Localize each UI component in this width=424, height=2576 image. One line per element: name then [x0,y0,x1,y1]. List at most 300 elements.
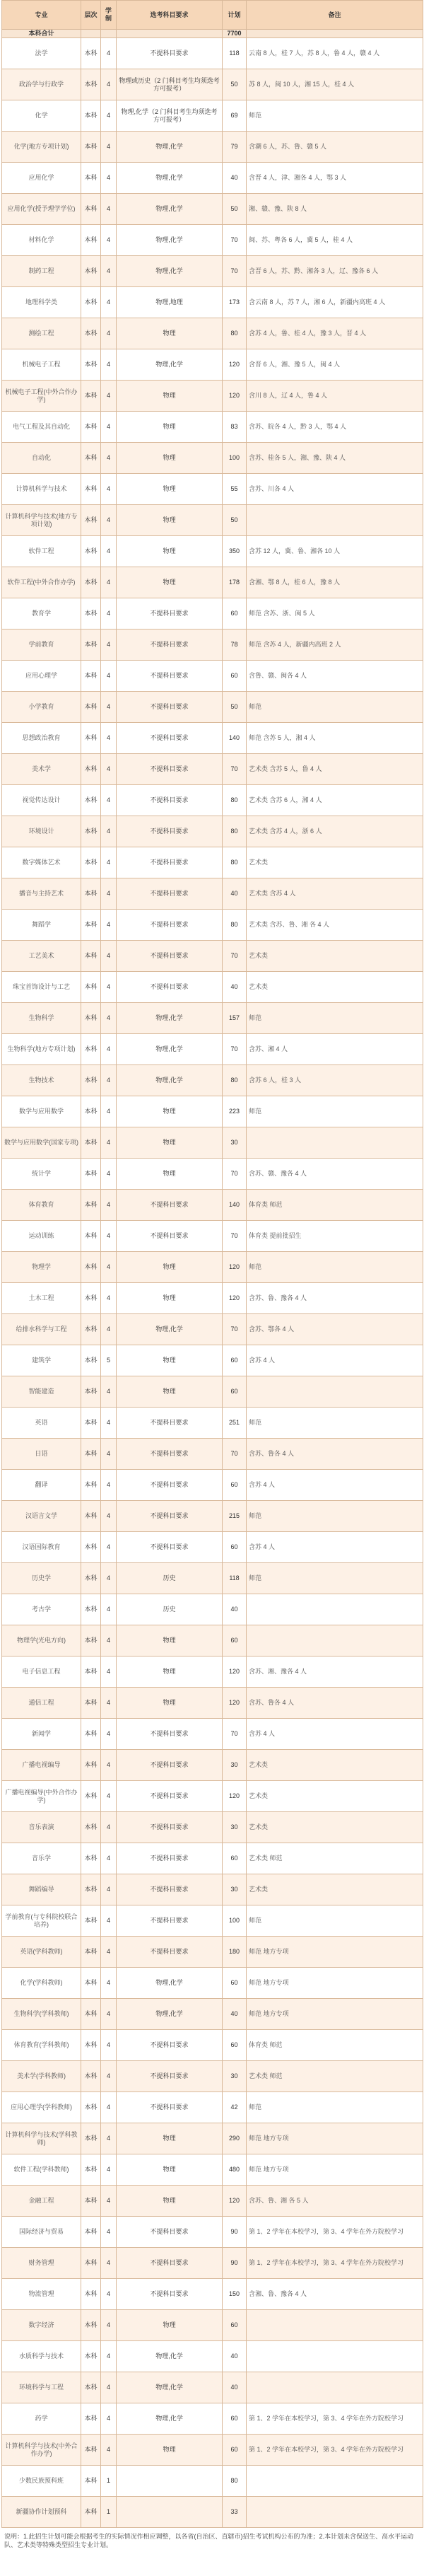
table-row [2,2154,423,2186]
cell-plan: 80 [223,847,247,878]
cell-plan: 100 [223,443,247,474]
cell-plan: 30 [223,1750,247,1781]
cell-note: 含苏 4 人 [247,1345,423,1376]
cell-major: 体育教育(学科教师) [2,2030,81,2061]
cell-level: 本科 [81,1501,101,1532]
header-major: 专业 [2,1,81,30]
cell-major: 金融工程 [2,2186,81,2217]
cell-level: 本科 [81,2341,101,2372]
cell-level: 本科 [81,2092,101,2123]
table-row [2,1127,423,1159]
cell-major: 珠宝首饰设计与工艺 [2,972,81,1003]
cell-requirement: 物理,化学（2 门科目考生均须选考方可报考） [117,100,223,132]
cell-major: 药学 [2,2403,81,2435]
header-plan: 计划 [223,1,247,30]
cell-years: 4 [101,474,117,505]
cell-plan: 55 [223,474,247,505]
cell-requirement: 物理 [117,381,223,412]
cell-level: 本科 [81,1812,101,1843]
cell-requirement: 不提科目要求 [117,1905,223,1937]
cell-major: 广播电视编导(中外合作办学) [2,1781,81,1812]
cell-major: 历史学 [2,1563,81,1594]
cell-plan: 90 [223,2248,247,2279]
cell-note: 艺术类 [247,1750,423,1781]
cell-requirement: 不提科目要求 [117,972,223,1003]
cell-plan: 350 [223,536,247,567]
cell-requirement: 不提科目要求 [117,878,223,910]
cell-level: 本科 [81,972,101,1003]
cell-note [247,2341,423,2372]
cell-major: 国际经济与贸易 [2,2217,81,2248]
cell-years: 4 [101,2217,117,2248]
cell-plan: 78 [223,630,247,661]
cell-major: 制药工程 [2,256,81,287]
cell-requirement: 物理 [117,1127,223,1159]
cell-requirement: 不提科目要求 [117,1408,223,1439]
cell-years: 4 [101,2030,117,2061]
cell-major: 运动训练 [2,1221,81,1252]
cell-level: 本科 [81,412,101,443]
cell-major: 生物技术 [2,1065,81,1096]
cell-level: 本科 [81,1252,101,1283]
cell-plan: 178 [223,567,247,598]
table-row [2,505,423,536]
cell-plan: 40 [223,972,247,1003]
cell-plan: 480 [223,2154,247,2186]
cell-major: 软件工程(学科教师) [2,2154,81,2186]
cell-years: 4 [101,505,117,536]
cell-level: 本科 [81,2154,101,2186]
cell-plan: 80 [223,785,247,816]
header-note: 备注 [247,1,423,30]
cell-note: 含苏、鲁各 4 人 [247,1439,423,1470]
cell-requirement: 不提科目要求 [117,1532,223,1563]
cell-note: 含湘、鲁、豫各 4 人 [247,2279,423,2310]
cell-requirement: 物理 [117,412,223,443]
cell-major: 化学(地方专项计划) [2,132,81,163]
cell-note: 艺术类 含苏 4 人 [247,878,423,910]
cell-plan: 70 [223,754,247,785]
table-row [2,412,423,443]
cell-major: 舞蹈编导 [2,1874,81,1905]
cell-major: 环境科学与工程 [2,2372,81,2403]
table-row [2,69,423,100]
cell-plan: 120 [223,1657,247,1688]
cell-major: 物理学(光电方向) [2,1625,81,1657]
cell-major: 软件工程(中外合作办学) [2,567,81,598]
cell-years: 4 [101,1781,117,1812]
cell-requirement: 物理 [117,536,223,567]
cell-plan: 120 [223,349,247,381]
cell-level: 本科 [81,287,101,318]
cell-note: 师范 [247,1252,423,1283]
cell-major: 少数民族预科班 [2,2466,81,2497]
cell-plan: 69 [223,100,247,132]
cell-level: 本科 [81,910,101,941]
cell-years: 4 [101,194,117,225]
cell-major: 数学与应用数学 [2,1096,81,1127]
cell-years: 4 [101,1874,117,1905]
cell-major: 自动化 [2,443,81,474]
cell-plan: 140 [223,723,247,754]
cell-note: 师范 含苏、浙、闽 5 人 [247,598,423,630]
cell-note: 第 1、2 学年在本校学习，第 3、4 学年在外方院校学习 [247,2403,423,2435]
cell-plan: 157 [223,1003,247,1034]
cell-level: 本科 [81,349,101,381]
cell-years: 4 [101,1937,117,1968]
cell-requirement: 物理 [117,1345,223,1376]
cell-level: 本科 [81,443,101,474]
cell-level: 本科 [81,1127,101,1159]
cell-major: 舞蹈学 [2,910,81,941]
cell-years: 4 [101,349,117,381]
cell-requirement: 物理 [117,1376,223,1408]
cell-plan: 70 [223,1221,247,1252]
cell-plan: 60 [223,2403,247,2435]
cell-note: 含晋 6 人，湘、豫 5 人，闽 4 人 [247,349,423,381]
cell-years: 4 [101,536,117,567]
cell-major: 日语 [2,1439,81,1470]
cell-requirement: 不提科目要求 [117,1221,223,1252]
cell-plan: 140 [223,1190,247,1221]
cell-plan: 70 [223,1034,247,1065]
cell-note [247,2310,423,2341]
cell-note: 师范 地方专项 [247,1937,423,1968]
cell-plan: 60 [223,1625,247,1657]
cell-plan: 50 [223,194,247,225]
cell-requirement: 物理,化学 [117,1034,223,1065]
cell-requirement: 不提科目要求 [117,2217,223,2248]
table-row [2,1905,423,1937]
cell-level: 本科 [81,567,101,598]
cell-major: 生物科学(学科教师) [2,1999,81,2030]
cell-years: 4 [101,1812,117,1843]
cell-note [247,2372,423,2403]
cell-major: 计算机科学与技术(地方专项计划) [2,505,81,536]
cell-level: 本科 [81,1781,101,1812]
cell-note: 含苏 4 人 [247,1719,423,1750]
cell-major: 生物科学 [2,1003,81,1034]
cell-plan: 60 [223,2030,247,2061]
cell-requirement: 物理,化学 [117,1314,223,1345]
cell-requirement: 不提科目要求 [117,2279,223,2310]
cell-major: 财务管理 [2,2248,81,2279]
table-row [2,878,423,910]
cell-level: 本科 [81,692,101,723]
cell-major: 音乐表演 [2,1812,81,1843]
cell-note: 艺术类 [247,1874,423,1905]
cell-plan: 33 [223,2497,247,2528]
cell-major: 建筑学 [2,1345,81,1376]
cell-plan: 180 [223,1937,247,1968]
cell-years: 4 [101,723,117,754]
cell-major: 应用心理学 [2,661,81,692]
cell-requirement: 历史 [117,1594,223,1625]
cell-years: 4 [101,443,117,474]
table-row [2,163,423,194]
table-row [2,941,423,972]
cell-years: 4 [101,1625,117,1657]
cell-years: 4 [101,2248,117,2279]
cell-plan: 79 [223,132,247,163]
cell-years: 4 [101,1096,117,1127]
cell-requirement: 不提科目要求 [117,785,223,816]
cell-major: 音乐学 [2,1843,81,1874]
cell-plan: 120 [223,1252,247,1283]
cell-requirement: 物理 [117,567,223,598]
cell-plan: 120 [223,2186,247,2217]
cell-years: 4 [101,256,117,287]
cell-plan: 120 [223,1781,247,1812]
cell-note: 艺术类 [247,1812,423,1843]
cell-major: 应用化学 [2,163,81,194]
cell-note: 含苏、皖各 4 人，黔 3 人，鄂 4 人 [247,412,423,443]
cell-level: 本科 [81,1657,101,1688]
table-row [2,972,423,1003]
cell-major: 机械电子工程(中外合作办学) [2,381,81,412]
cell-level: 本科 [81,816,101,847]
cell-major: 软件工程 [2,536,81,567]
table-row [2,2123,423,2154]
cell-level: 本科 [81,163,101,194]
cell-requirement: 物理 [117,2435,223,2466]
cell-requirement: 不提科目要求 [117,1190,223,1221]
cell-note: 艺术类 师范 [247,2061,423,2092]
cell-note: 苏 8 人，闽 10 人，湘 15 人，桂 4 人 [247,69,423,100]
cell-years: 4 [101,1532,117,1563]
cell-requirement: 物理或历史（2 门科目考生均须选考方可报考） [117,69,223,100]
cell-requirement: 物理 [117,1657,223,1688]
cell-years: 4 [101,318,117,349]
cell-requirement: 不提科目要求 [117,661,223,692]
cell-plan: 70 [223,1314,247,1345]
table-row [2,1937,423,1968]
cell-years: 4 [101,1221,117,1252]
cell-requirement: 不提科目要求 [117,2030,223,2061]
cell-plan: 70 [223,941,247,972]
cell-requirement: 物理 [117,1283,223,1314]
table-row [2,256,423,287]
cell-plan: 60 [223,2310,247,2341]
cell-years: 4 [101,2435,117,2466]
table-row [2,1843,423,1874]
cell-note: 师范 含苏 4 人，新疆内高班 2 人 [247,630,423,661]
cell-plan: 40 [223,1999,247,2030]
cell-level: 本科 [81,2030,101,2061]
cell-level: 本科 [81,1376,101,1408]
cell-plan: 80 [223,910,247,941]
cell-level: 本科 [81,318,101,349]
table-row [2,2061,423,2092]
cell-note: 含苏、川各 4 人 [247,474,423,505]
cell-requirement: 不提科目要求 [117,723,223,754]
cell-note: 含苏、湘 4 人 [247,1034,423,1065]
cell-level: 本科 [81,474,101,505]
cell-years: 4 [101,567,117,598]
cell-note: 艺术类 含苏、鲁、湘 各 4 人 [247,910,423,941]
table-row [2,381,423,412]
cell-level: 本科 [81,2123,101,2154]
cell-note: 含苏 6 人，桂 3 人 [247,1065,423,1096]
cell-note [247,1594,423,1625]
cell-years: 4 [101,1127,117,1159]
cell-requirement: 不提科目要求 [117,1843,223,1874]
table-row [2,1345,423,1376]
cell-years: 4 [101,1408,117,1439]
cell-plan: 30 [223,1874,247,1905]
cell-requirement: 物理,化学 [117,225,223,256]
cell-requirement: 物理,化学 [117,1003,223,1034]
cell-note: 艺术类 [247,941,423,972]
table-row [2,910,423,941]
cell-major: 电子信息工程 [2,1657,81,1688]
cell-major: 数字经济 [2,2310,81,2341]
cell-years: 4 [101,878,117,910]
cell-note: 师范 地方专项 [247,1999,423,2030]
cell-level: 本科 [81,1719,101,1750]
cell-plan: 70 [223,1439,247,1470]
cell-years: 1 [101,2497,117,2528]
cell-major: 英语(学科教师) [2,1937,81,1968]
cell-note: 含湘、鄂 8 人，桂 6 人，豫 8 人 [247,567,423,598]
cell-years: 4 [101,847,117,878]
cell-requirement: 不提科目要求 [117,754,223,785]
cell-level: 本科 [81,2061,101,2092]
cell-years: 4 [101,2092,117,2123]
cell-level: 本科 [81,1283,101,1314]
cell-requirement: 物理 [117,2310,223,2341]
cell-plan: 251 [223,1408,247,1439]
table-row [2,1283,423,1314]
table-row [2,1781,423,1812]
cell-major: 新疆协作计划预科 [2,2497,81,2528]
cell-level: 本科 [81,2217,101,2248]
cell-major: 物流管理 [2,2279,81,2310]
table-row [2,1034,423,1065]
cell-plan: 60 [223,1843,247,1874]
header-years: 学制 [101,1,117,30]
table-row [2,1594,423,1625]
cell-level: 本科 [81,1408,101,1439]
cell-level: 本科 [81,1937,101,1968]
cell-level: 本科 [81,785,101,816]
cell-years: 4 [101,412,117,443]
cell-requirement: 物理 [117,443,223,474]
cell-level: 本科 [81,1439,101,1470]
table-row [2,2092,423,2123]
cell-requirement: 不提科目要求 [117,941,223,972]
cell-years: 1 [101,2466,117,2497]
cell-note: 师范 [247,1408,423,1439]
cell-years: 4 [101,1003,117,1034]
cell-years: 4 [101,2186,117,2217]
cell-level: 本科 [81,2310,101,2341]
cell-plan: 215 [223,1501,247,1532]
cell-note: 第 1、2 学年在本校学习，第 3、4 学年在外方院校学习 [247,2217,423,2248]
table-row [2,318,423,349]
cell-requirement: 物理 [117,505,223,536]
cell-level: 本科 [81,225,101,256]
cell-level: 本科 [81,2466,101,2497]
cell-requirement: 不提科目要求 [117,692,223,723]
table-row [2,1532,423,1563]
cell-plan: 60 [223,1376,247,1408]
table-row [2,100,423,132]
total-label: 本科合计 [2,30,81,38]
cell-major: 新闻学 [2,1719,81,1750]
cell-plan: 60 [223,598,247,630]
table-row [2,816,423,847]
cell-level: 本科 [81,194,101,225]
table-row [2,1874,423,1905]
cell-major: 环境设计 [2,816,81,847]
cell-years: 4 [101,1159,117,1190]
cell-plan: 40 [223,2372,247,2403]
cell-level: 本科 [81,1159,101,1190]
cell-major: 政治学与行政学 [2,69,81,100]
table-row [2,785,423,816]
cell-major: 应用心理学(学科教师) [2,2092,81,2123]
cell-major: 美术学(学科教师) [2,2061,81,2092]
cell-note: 含苏 4 人 [247,1532,423,1563]
table-row [2,1376,423,1408]
cell-major: 计算机科学与技术 [2,474,81,505]
cell-level: 本科 [81,1003,101,1034]
cell-level: 本科 [81,1470,101,1501]
cell-plan: 118 [223,1563,247,1594]
table-row [2,2030,423,2061]
cell-years: 4 [101,2341,117,2372]
table-row [2,2466,423,2497]
cell-plan: 30 [223,1127,247,1159]
cell-note: 含鲁、赣、闽各 4 人 [247,661,423,692]
cell-requirement: 物理,化学 [117,349,223,381]
cell-level: 本科 [81,100,101,132]
table-row [2,349,423,381]
cell-plan: 80 [223,2466,247,2497]
table-row [2,1812,423,1843]
table-row [2,2248,423,2279]
cell-plan: 290 [223,2123,247,2154]
cell-note: 师范 [247,692,423,723]
cell-requirement: 不提科目要求 [117,1501,223,1532]
table-row [2,1314,423,1345]
table-row [2,1625,423,1657]
cell-requirement: 物理 [117,2186,223,2217]
cell-major: 智能建造 [2,1376,81,1408]
cell-requirement: 物理 [117,1096,223,1127]
table-row [2,2279,423,2310]
cell-requirement: 不提科目要求 [117,2061,223,2092]
table-row [2,1750,423,1781]
cell-major: 数学与应用数学(国家专项) [2,1127,81,1159]
cell-note: 艺术类 含苏 6 人，湘 4 人 [247,785,423,816]
cell-plan: 60 [223,1345,247,1376]
table-row [2,2435,423,2466]
cell-level: 本科 [81,1843,101,1874]
cell-note: 第 1、2 学年在本校学习，第 3、4 学年在外方院校学习 [247,2435,423,2466]
cell-years: 4 [101,2061,117,2092]
cell-major: 广播电视编导 [2,1750,81,1781]
cell-major: 生物科学(地方专项计划) [2,1034,81,1065]
cell-years: 4 [101,2279,117,2310]
cell-level: 本科 [81,1345,101,1376]
cell-note: 含苏 4 人 [247,1470,423,1501]
cell-major: 思想政治教育 [2,723,81,754]
cell-years: 4 [101,1657,117,1688]
cell-major: 教育学 [2,598,81,630]
table-row [2,194,423,225]
